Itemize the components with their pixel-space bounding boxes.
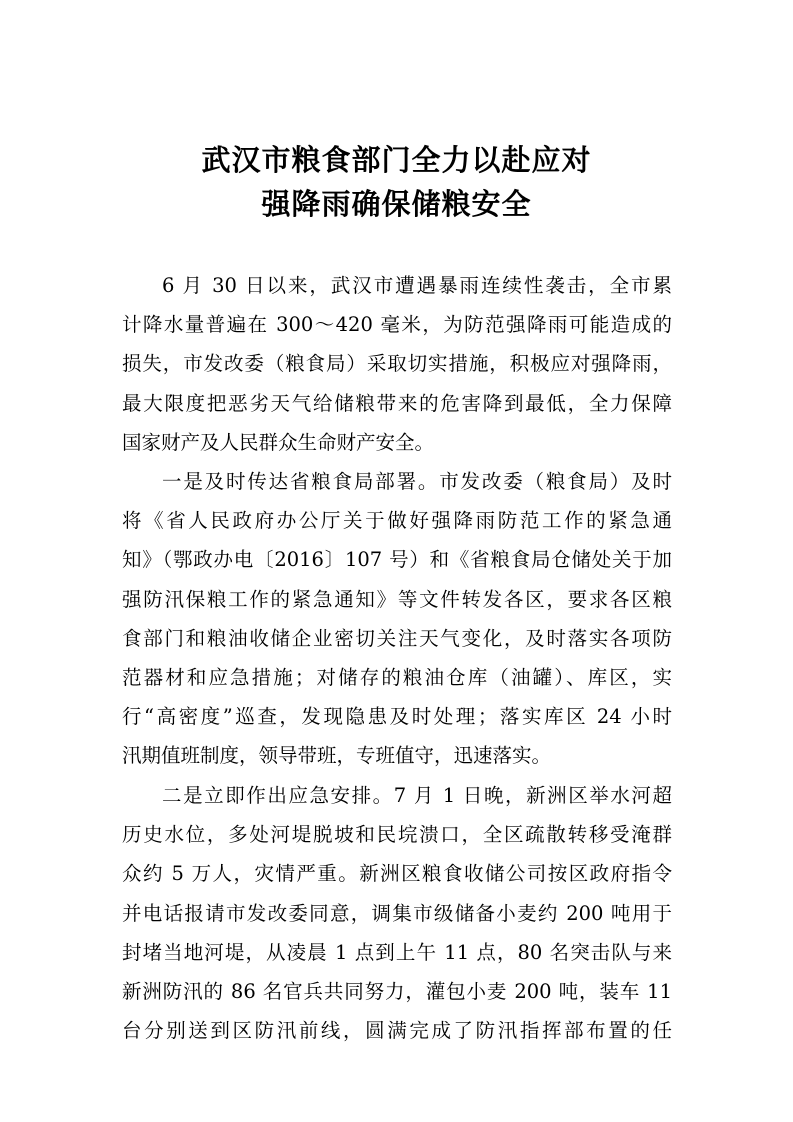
paragraph-second-measure [122,776,672,1050]
paragraph-line: 众约 5 万人，灾情严重。新洲区粮食收储公司按区政府指令 [122,862,672,886]
paragraph-line: 封堵当地河堤，从凌晨 1 点到上午 11 点，80 名突击队与来 [122,940,672,964]
paragraph-line: 最大限度把恶劣天气给储粮带来的危害降到最低，全力保障 [122,391,672,415]
paragraph-line: 将《省人民政府办公厅关于做好强降雨防范工作的紧急通 [122,509,672,533]
paragraph-line: 知》（鄂政办电〔2016〕107 号）和《省粮食局仓储处关于加 [122,548,672,572]
paragraph-line: 范器材和应急措施；对储存的粮油仓库（油罐）、库区，实 [122,665,672,689]
paragraph-line: 一是及时传达省粮食局部署。市发改委（粮食局）及时 [162,470,672,493]
document-title-line-1: 武汉市粮食部门全力以赴应对 [201,143,592,177]
paragraph-first-measure [122,462,672,776]
paragraph-line: 新洲防汛的 86 名官兵共同努力，灌包小麦 200 吨，装车 11 [122,979,672,1003]
paragraph-line: 计降水量普遍在 300～420 毫米，为防范强降雨可能造成的 [122,313,672,337]
paragraph-line: 国家财产及人民群众生命财产安全。 [122,430,435,454]
paragraph-line: 台分别送到区防汛前线，圆满完成了防汛指挥部布置的任 [122,1019,672,1043]
paragraph-line: 行“高密度”巡查，发现隐患及时处理；落实库区 24 小时 [122,705,672,729]
paragraph-line: 历史水位，多处河堤脱坡和民垸溃口，全区疏散转移受淹群 [122,823,672,847]
paragraph-line: 食部门和粮油收储企业密切关注天气变化，及时落实各项防 [122,626,672,650]
paragraph-line: 损失，市发改委（粮食局）采取切实措施，积极应对强降雨， [122,352,672,376]
paragraph-intro [122,266,672,462]
paragraph-line: 二是立即作出应急安排。7 月 1 日晚，新洲区举水河超 [162,784,672,807]
paragraph-line: 6 月 30 日以来，武汉市遭遇暴雨连续性袭击，全市累 [162,274,672,297]
paragraph-line: 强防汛保粮工作的紧急通知》等文件转发各区，要求各区粮 [122,587,672,611]
document-title-line-2: 强降雨确保储粮安全 [261,187,532,221]
paragraph-line: 并电话报请市发改委同意，调集市级储备小麦约 200 吨用于 [122,901,672,925]
paragraph-line: 汛期值班制度，领导带班，专班值守，迅速落实。 [122,744,552,768]
